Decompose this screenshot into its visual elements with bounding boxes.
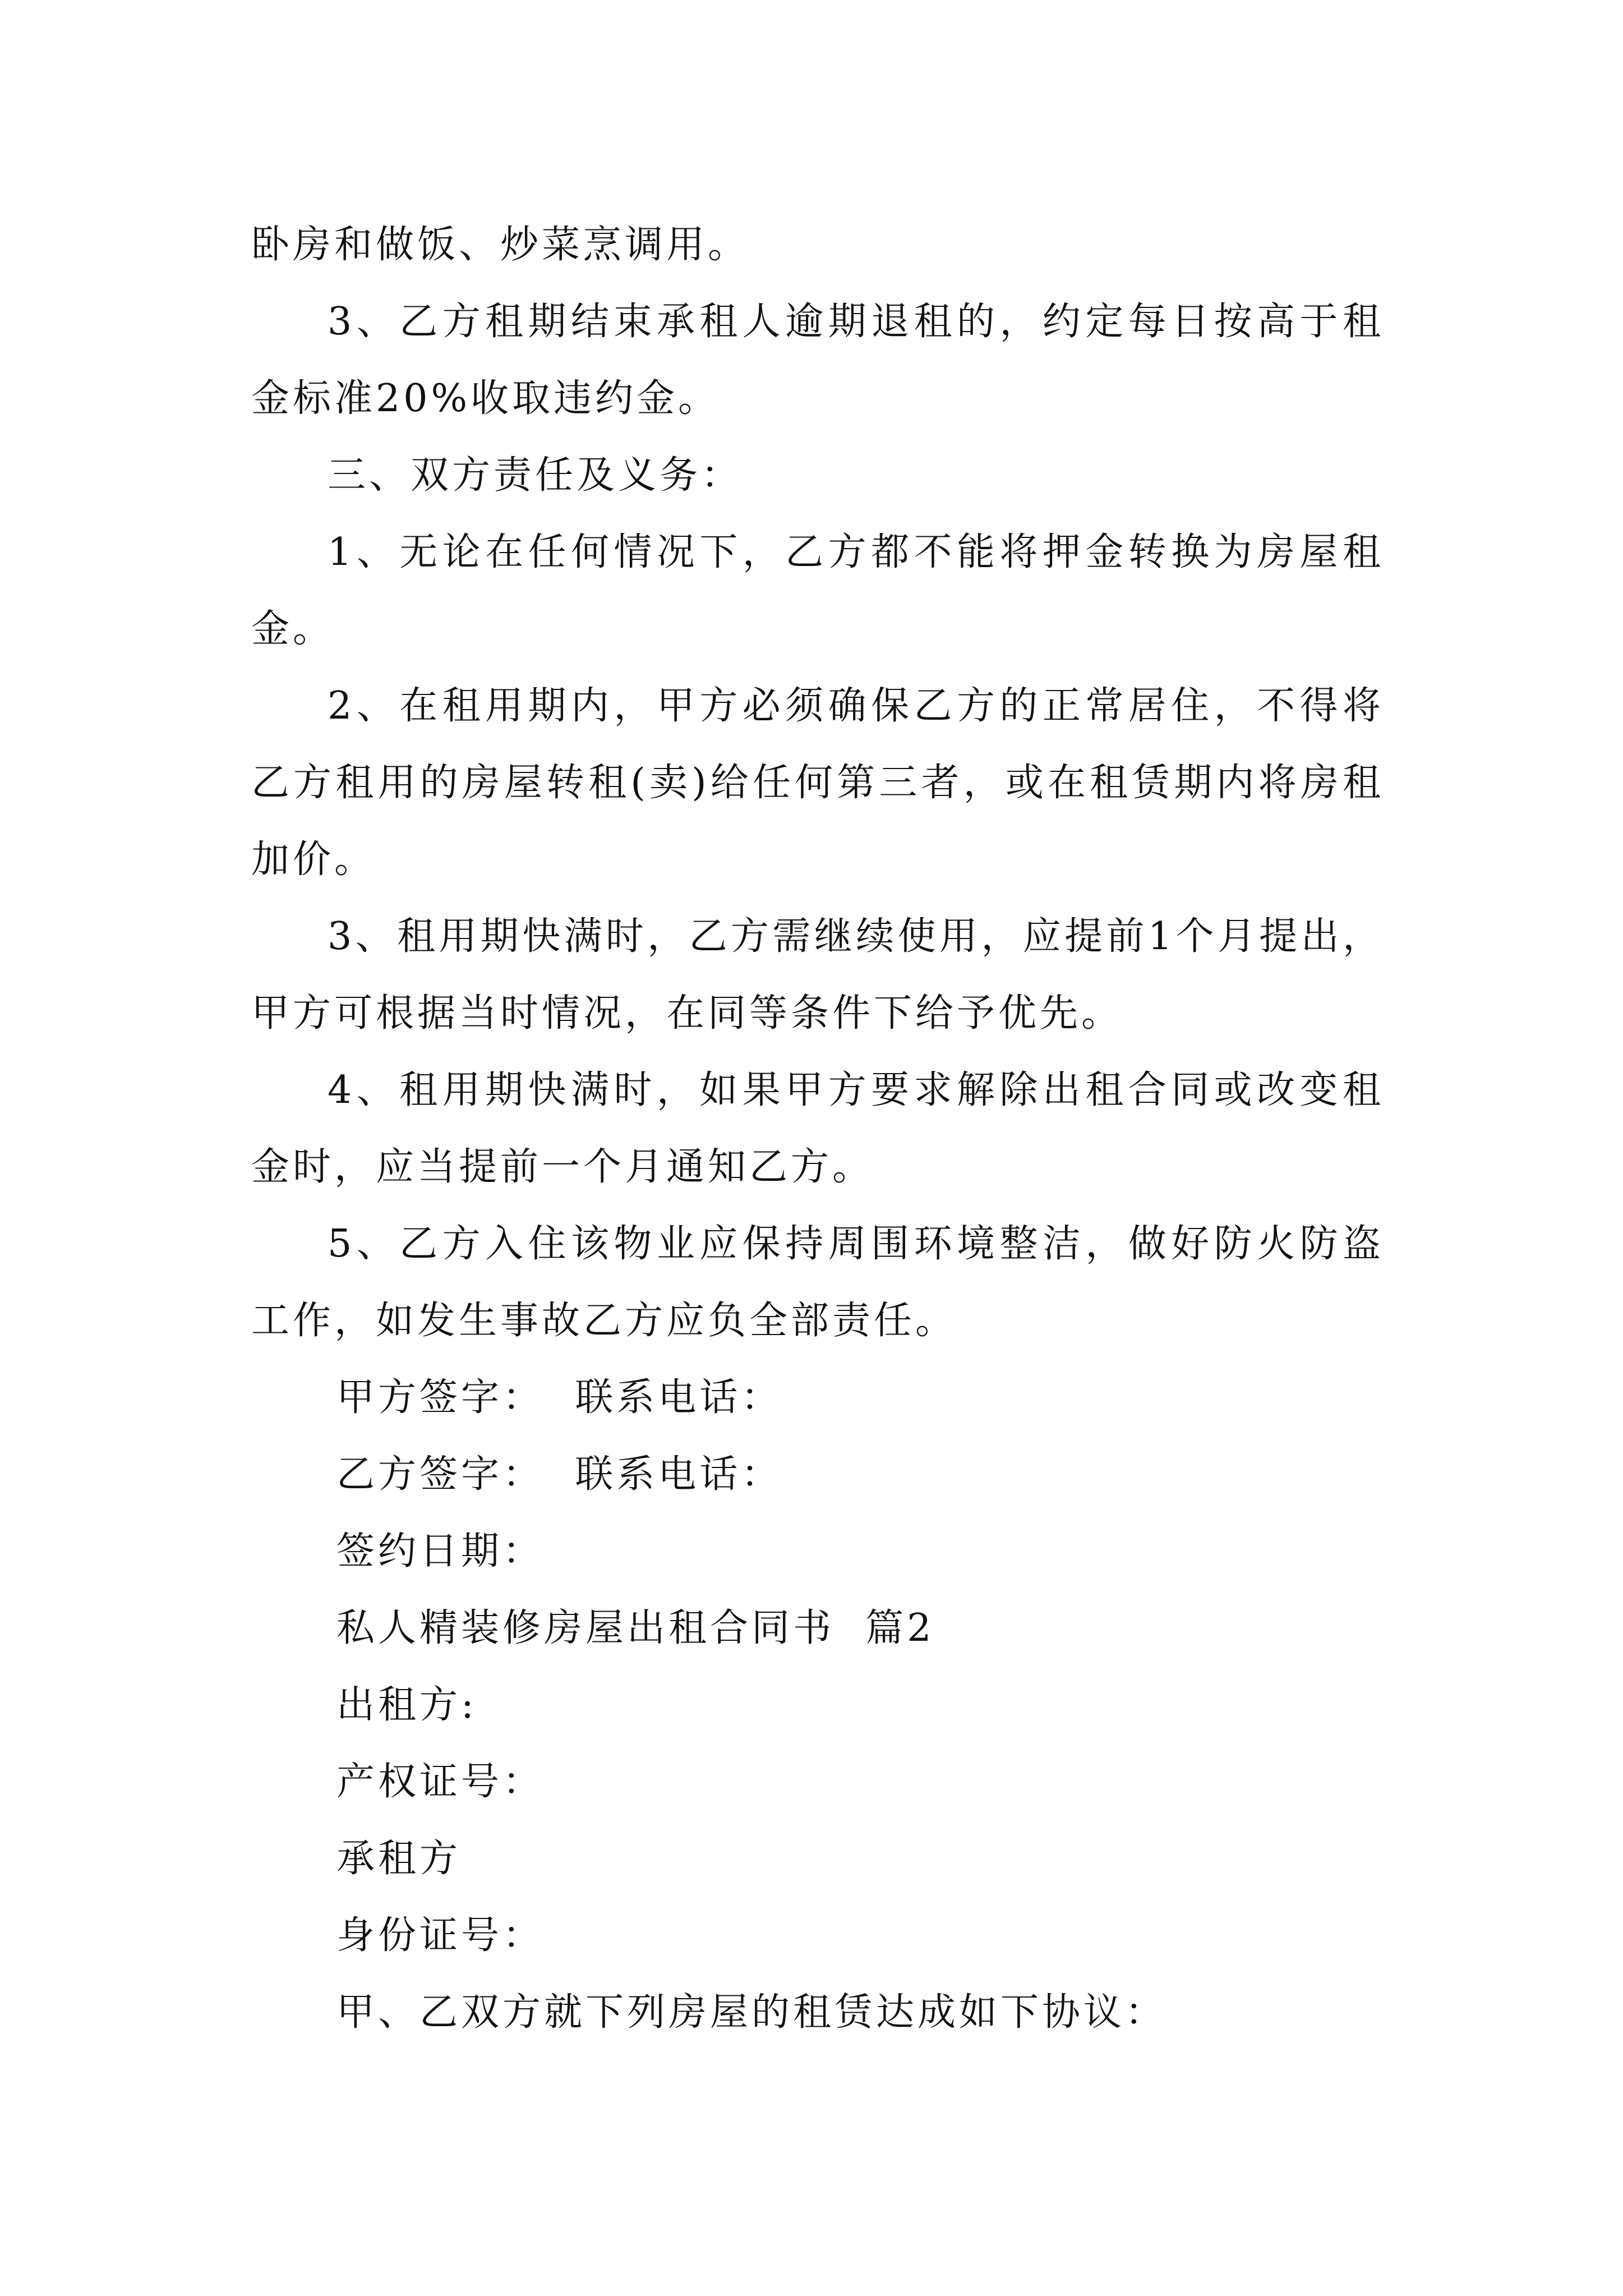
party-b-signature-line: 乙方签字： 联系电话：	[336, 1452, 783, 1497]
party-a-signature-line: 甲方签字： 联系电话：	[336, 1375, 783, 1420]
lessor-line: 出租方:	[336, 1683, 477, 1727]
paragraph-clause-1-deposit: 1、无论在任何情况下，乙方都不能将押金转换为房屋租金。	[251, 530, 1384, 651]
agreement-intro-line: 甲、乙双方就下列房屋的租赁达成如下协议：	[336, 1990, 1167, 2035]
paragraph-clause-3-renewal: 3、租用期快满时，乙方需继续使用，应提前1个月提出，甲方可根据当时情况，在同等条件下给予优先。	[251, 914, 1384, 1036]
paragraph-clause-2-residence: 2、在租用期内，甲方必须确保乙方的正常居住，不得将乙方租用的房屋转租(卖)给任何第三者，或在租赁期内将房租加价。	[251, 684, 1384, 882]
signing-date-line: 签约日期：	[336, 1529, 545, 1573]
paragraph-clause-5-safety: 5、乙方入住该物业应保持周围环境整洁，做好防火防盗工作，如发生事故乙方应负全部责任。	[251, 1222, 1384, 1343]
paragraph-clause-3-late-return: 3、乙方租期结束承租人逾期退租的，约定每日按高于租金标准20%收取违约金。	[251, 300, 1384, 421]
section-heading-responsibilities: 三、双方责任及义务：	[328, 453, 743, 498]
property-certificate-line: 产权证号：	[336, 1760, 545, 1804]
lessee-line: 承租方	[336, 1837, 462, 1881]
id-number-line: 身份证号：	[336, 1913, 545, 1958]
contract-title-section-2: 私人精装修房屋出租合同书 篇2	[336, 1606, 935, 1650]
paragraph-clause-4-termination: 4、租用期快满时，如果甲方要求解除出租合同或改变租金时，应当提前一个月通知乙方。	[251, 1068, 1384, 1189]
document-body	[251, 206, 1384, 2051]
paragraph-continuation: 卧房和做饭、炒菜烹调用。	[251, 223, 750, 267]
